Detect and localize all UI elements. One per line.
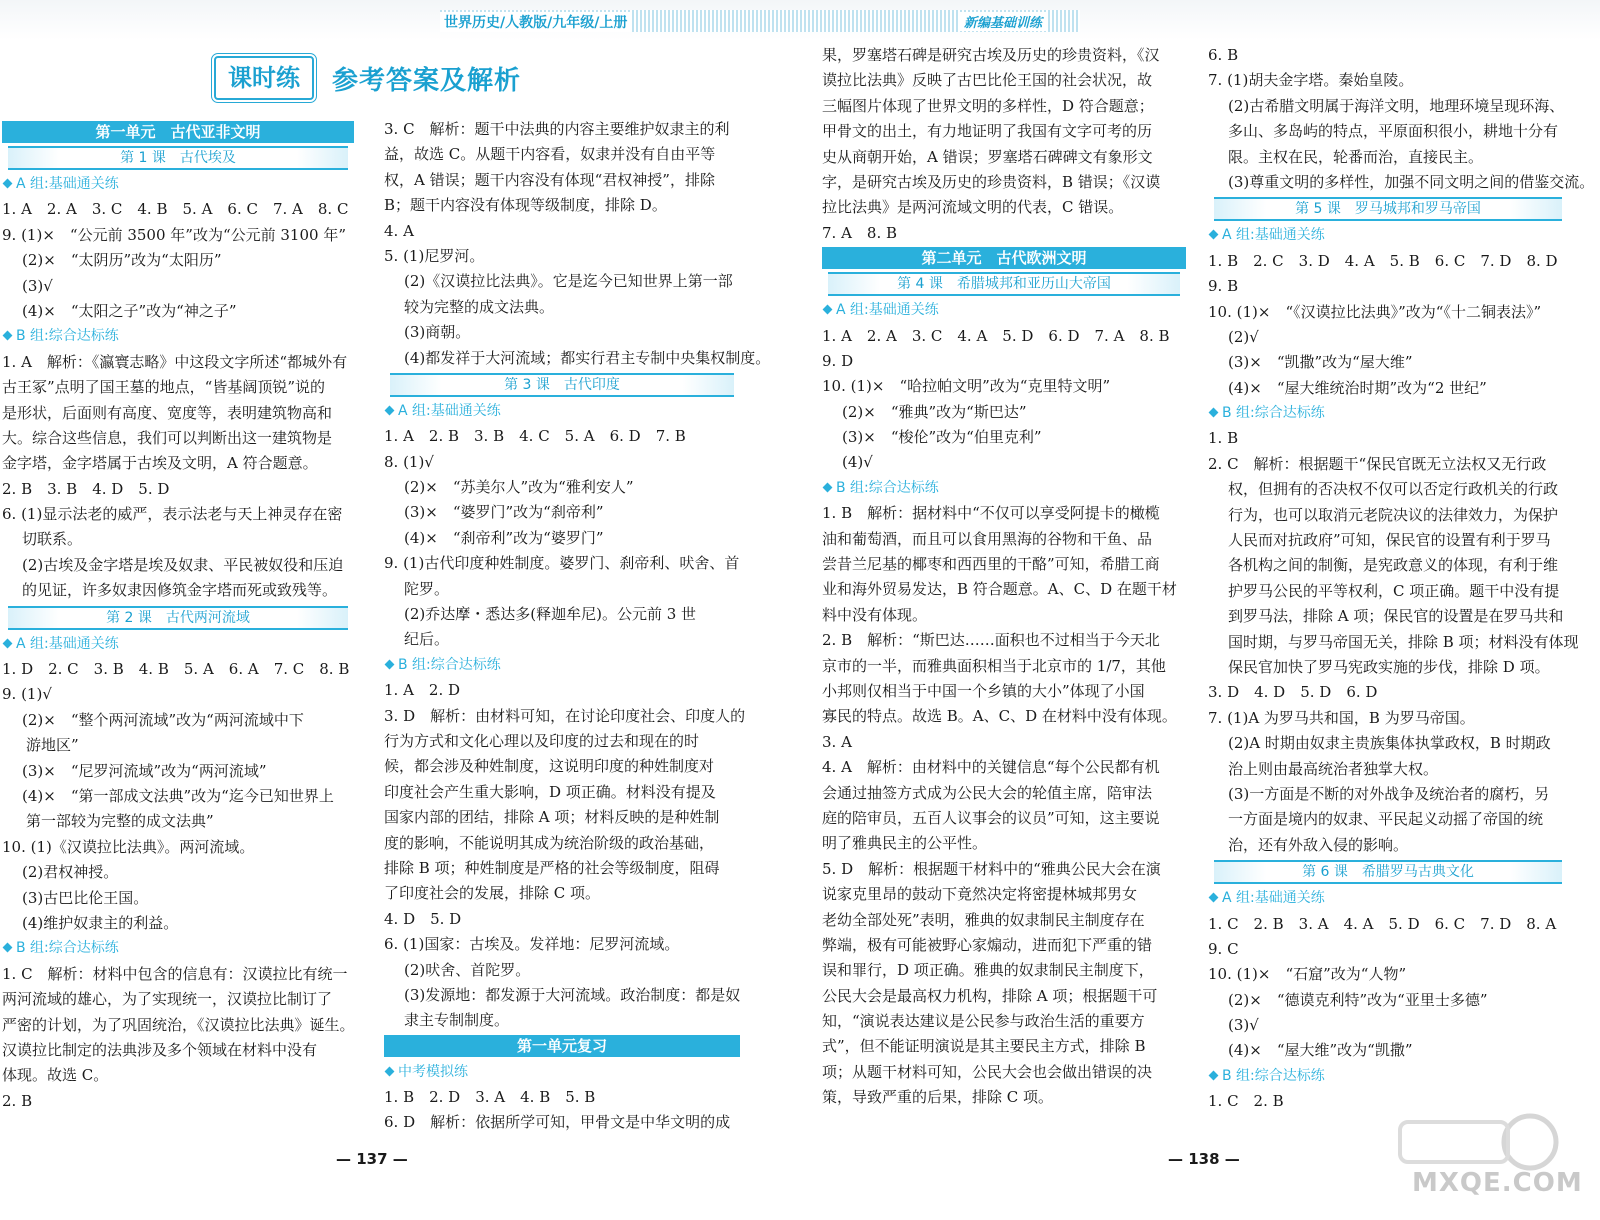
diamond-icon — [3, 331, 13, 341]
answer-line: 2. B — [2, 1091, 33, 1110]
group-label — [384, 653, 740, 678]
diamond-icon — [1209, 230, 1219, 240]
answer-line: 保民官加快了罗马宪政实施的步伐，排除 D 项。 — [1228, 657, 1550, 676]
group-label — [1208, 1064, 1568, 1089]
answer-line: 6. D 解析：依据所学可知，甲骨文是中华文明的成 — [384, 1113, 731, 1132]
answer-line: (4)× “太阳之子”改为“神之子” — [22, 301, 237, 320]
answer-line: 误和罪行，D 项正确。雅典的奴隶制民主制度下， — [822, 961, 1154, 980]
answer-line: (3)一方面是不断的对外战争及统治者的腐朽，另 — [1228, 784, 1550, 803]
group-label-text: A 组:基础通关练 — [16, 635, 119, 652]
answer-line: 6. (1)显示法老的威严，表示法老与天上神灵存在密 — [2, 505, 343, 524]
answer-line: 大。综合这些信息，我们可以判断出这一建筑物是 — [2, 428, 333, 447]
diamond-icon — [3, 943, 13, 953]
answer-line: 印度社会产生重大影响，D 项正确。材料没有提及 — [384, 782, 716, 801]
group-label — [1208, 886, 1568, 911]
answer-line: 9. (1)古代印度种姓制度。婆罗门、刹帝利、吠舍、首 — [384, 554, 740, 573]
answer-line: 1. C 2. B 3. A 4. A 5. D 6. C 7. D 8. A — [1208, 914, 1557, 933]
answer-line: 4. A — [384, 221, 414, 240]
answer-line: 的见证，许多奴隶因修筑金字塔而死或致残等。 — [22, 581, 338, 600]
answer-line: 1. A 2. A 3. C 4. A 5. D 6. D 7. A 8. B — [822, 326, 1170, 345]
lesson-heading: 第 1 课 古代埃及 — [8, 146, 348, 170]
answer-line: 9. C — [1208, 939, 1239, 958]
answer-line: (3)√ — [22, 276, 53, 295]
answer-line: 3. A — [822, 732, 852, 751]
answer-line: 一方面是境内的奴隶、平民起义动摇了帝国的统 — [1228, 810, 1544, 829]
answer-line: 策，导致严重的后果，排除 C 项。 — [822, 1088, 1054, 1107]
lesson-heading: 第 5 课 罗马城邦和罗马帝国 — [1214, 197, 1562, 221]
answer-line: 行为方式和文化心理以及印度的过去和现在的时 — [384, 731, 700, 750]
group-label-text: B 组:综合达标练 — [16, 328, 119, 345]
answer-line: B；题干内容没有体现等级制度，排除 D。 — [384, 196, 667, 215]
answer-line: 尝昔兰尼基的椰枣和西西里的干酪”可知，希腊工商 — [822, 555, 1160, 574]
answer-line: (3)× “梭伦”改为“伯里克利” — [842, 428, 1042, 447]
answer-line: 排除 B 项；种姓制度是严格的社会等级制度，阻碍 — [384, 858, 720, 877]
answer-line: 公民大会是最高权力机构，排除 A 项；根据题干可 — [822, 986, 1158, 1005]
answer-line: (4)都发祥于大河流域；都实行君主专制中央集权制度。 — [404, 348, 771, 367]
group-label-text: A 组:基础通关练 — [1222, 227, 1325, 244]
answer-line: 果，罗塞塔石碑是研究古埃及历史的珍贵资料，《汉 — [822, 46, 1160, 64]
answer-line: 是形状，后面则有高度、宽度等，表明建筑物高和 — [2, 403, 333, 422]
answer-line: (4)√ — [842, 453, 873, 472]
group-label-text: A 组:基础通关练 — [1222, 890, 1325, 907]
answer-line: 10. (1)《汉谟拉比法典》。两河流域。 — [2, 837, 255, 856]
answer-line: (2)× “德谟克利特”改为“亚里士多德” — [1228, 990, 1488, 1009]
answer-line: 了印度社会的发展，排除 C 项。 — [384, 884, 601, 903]
group-label — [822, 476, 1186, 501]
answer-line: 1. C 2. B — [1208, 1092, 1284, 1111]
answer-line: 各机构之间的制衡，是宪政意义的体现，有利于维 — [1228, 556, 1559, 575]
lesson-heading: 第 6 课 希腊罗马古典文化 — [1214, 860, 1562, 884]
answer-line: 3. C 解析：题干中法典的内容主要维护奴隶主的利 — [384, 120, 730, 138]
answer-line: (2)× “整个两河流域”改为“两河流域中下 — [22, 710, 304, 729]
group-label-text: A 组:基础通关练 — [836, 302, 939, 319]
answer-line: 5. D 解析：根据题干材料中的“雅典公民大会在演 — [822, 859, 1161, 878]
answer-line: (4)× “刹帝利”改为“婆罗门” — [404, 528, 604, 547]
answer-line: 3. D 解析：由材料可知，在讨论印度社会、印度人的 — [384, 706, 746, 725]
answer-line: (2)A 时期由奴隶主贵族集体执掌政权，B 时期政 — [1228, 734, 1551, 753]
answer-line: 5. (1)尼罗河。 — [384, 246, 485, 265]
diamond-icon — [3, 638, 13, 648]
unit-heading: 第一单元 古代亚非文明 — [2, 121, 354, 143]
column-3 — [822, 43, 1186, 1111]
answer-line: 游地区” — [26, 736, 79, 755]
answer-line: 限。主权在民，轮番而治，直接民主。 — [1228, 147, 1484, 166]
answer-line: (3)√ — [1228, 1016, 1259, 1035]
lesson-heading: 第 2 课 古代两河流域 — [8, 606, 348, 630]
answer-line: (3)商朝。 — [404, 323, 471, 342]
answer-line: (2)《汉谟拉比法典》。它是迄今已知世界上第一部 — [404, 272, 733, 291]
diamond-icon — [385, 659, 395, 669]
answer-line: 1. B 解析：据材料中“不仅可以享受阿提卡的橄榄 — [822, 504, 1160, 523]
group-label — [822, 298, 1186, 323]
answer-line: 料中没有体现。 — [822, 605, 928, 624]
answer-line: 6. (1)国家：古埃及。发祥地：尼罗河流域。 — [384, 935, 680, 954]
answer-line: 严密的计划，为了巩固统治，《汉谟拉比法典》诞生。 — [2, 1015, 355, 1034]
column-2 — [384, 117, 771, 1136]
answer-line: 多山、多岛屿的特点，平原面积很小，耕地十分有 — [1228, 122, 1559, 141]
page-number-right: — 138 — — [1168, 1150, 1240, 1168]
answer-line: (2)× “太阴历”改为“太阳历” — [22, 251, 222, 270]
answer-line: 较为完整的成文法典。 — [404, 297, 555, 316]
group-label — [384, 1060, 740, 1085]
answer-line: 1. B 2. C 3. D 4. A 5. B 6. C 7. D 8. D — [1208, 251, 1558, 270]
group-label — [1208, 223, 1568, 248]
group-label-text: B 组:综合达标练 — [16, 940, 119, 957]
answer-line: 权，A 错误；题干内容没有体现“君权神授”，排除 — [384, 170, 715, 189]
answer-line: 行为，也可以取消元老院决议的法律效力，为保护 — [1228, 505, 1559, 524]
diamond-icon — [1209, 893, 1219, 903]
answer-line: 拉比法典》是两河流域文明的代表，C 错误。 — [822, 198, 1124, 217]
answer-line: 9. (1)× “公元前 3500 年”改为“公元前 3100 年” — [2, 225, 346, 244]
page-number-left: — 137 — — [336, 1150, 408, 1168]
answer-line: 9. (1)√ — [2, 685, 52, 704]
answer-line: 7. (1)胡夫金字塔。秦始皇陵。 — [1208, 71, 1414, 90]
group-label — [1208, 401, 1568, 426]
answer-line: 人民而对抗政府”可知，保民官的设置有利于罗马 — [1228, 531, 1551, 550]
answer-line: 弊端，极有可能被野心家煽动，进而犯下严重的错 — [822, 935, 1153, 954]
answer-line: 明了雅典民主的公平性。 — [822, 834, 988, 853]
diamond-icon — [385, 1066, 395, 1076]
answer-line: 纪后。 — [404, 630, 450, 649]
answer-line: 庭的陪审员，五百人议事会的议员”可知，这主要说 — [822, 808, 1160, 827]
answer-line: 2. B 解析：“斯巴达……面积也不过相当于今天北 — [822, 631, 1160, 650]
answer-line: (3)发源地：都发源于大河流域。政治制度：都是奴 — [404, 985, 741, 1004]
answer-line: 4. A 解析：由材料中的关键信息“每个公民都有机 — [822, 758, 1160, 777]
watermark-text: MXQE.COM — [1412, 1168, 1583, 1198]
answer-line: 油和葡萄酒，而且可以食用黑海的谷物和干鱼、品 — [822, 529, 1153, 548]
answer-line: (3)× “婆罗门”改为“刹帝利” — [404, 503, 604, 522]
answer-line: (2)× “雅典”改为“斯巴达” — [842, 402, 1027, 421]
answer-line: 京市的一半，而雅典面积相当于北京市的 1/7，其他 — [822, 656, 1166, 675]
header-series: 新编基础训练 — [960, 12, 1046, 31]
group-label-text: A 组:基础通关练 — [16, 176, 119, 192]
answer-line: 小邦则仅相当于中国一个乡镇的大小”体现了小国 — [822, 681, 1145, 700]
answer-line: (2)× “苏美尔人”改为“雅利安人” — [404, 478, 634, 497]
answer-line: 2. C 解析：根据题干“保民官既无立法权又无行政 — [1208, 454, 1547, 473]
group-label-text: B 组:综合达标练 — [836, 479, 939, 496]
answer-line: 8. (1)√ — [384, 452, 434, 471]
answer-line: 史从商朝开始，A 错误；罗塞塔石碑碑文有象形文 — [822, 147, 1153, 166]
answer-line: 业和海外贸易发达，B 符合题意。A、C、D 在题干材 — [822, 580, 1177, 599]
group-label-text: A 组:基础通关练 — [398, 402, 501, 419]
answer-line: (3)古巴比伦王国。 — [22, 888, 149, 907]
answer-line: 治上则由最高统治者独掌大权。 — [1228, 759, 1439, 778]
answer-line: 10. (1)× “石窟”改为“人物” — [1208, 965, 1407, 984]
answer-line: (3)× “尼罗河流域”改为“两河流域” — [22, 761, 267, 780]
answer-line: (4)× “屋大维”改为“凯撒” — [1228, 1041, 1413, 1060]
answer-line: 国时期，与罗马帝国无关，排除 B 项；材料没有体现 — [1228, 632, 1579, 651]
answer-line: 金字塔，金字塔属于古埃及文明，A 符合题意。 — [2, 454, 318, 473]
answer-line: 候，都会涉及种姓制度，这说明印度的种姓制度对 — [384, 757, 715, 776]
answer-line: (4)× “第一部成文法典”改为“迄今已知世界上 — [22, 786, 334, 805]
answer-line: (2)乔达摩・悉达多(释迦牟尼)。公元前 3 世 — [404, 605, 697, 624]
lesson-heading: 第 3 课 古代印度 — [390, 373, 734, 397]
group-label — [2, 936, 354, 961]
group-label — [2, 324, 354, 349]
answer-line: 到罗马法，排除 A 项；保民官的设置是在罗马共和 — [1228, 607, 1564, 626]
answer-line: 10. (1)× “《汉谟拉比法典》”改为“《十二铜表法》” — [1208, 302, 1542, 321]
answer-line: 甲骨文的出土，有力地证明了我国有文字可考的历 — [822, 122, 1153, 141]
answer-line: 第一部较为完整的成文法典” — [26, 812, 214, 831]
group-label-text: B 组:综合达标练 — [1222, 1067, 1325, 1084]
answer-line: 治，还有外敌入侵的影响。 — [1228, 835, 1409, 854]
answer-line: 汉谟拉比制定的法典涉及多个领域在材料中没有 — [2, 1040, 318, 1059]
answer-line: (2)√ — [1228, 327, 1259, 346]
answer-line: 老幼全部处死”表明，雅典的奴隶制民主制度存在 — [822, 910, 1145, 929]
diamond-icon — [3, 179, 13, 189]
answer-line: 1. A 解析：《瀛寰志略》中这段文字所述“都城外有 — [2, 352, 348, 371]
group-label-text: B 组:综合达标练 — [398, 656, 501, 673]
diamond-icon — [385, 405, 395, 415]
answer-line: 3. D 4. D 5. D 6. D — [1208, 683, 1378, 702]
answer-line: 1. B 2. D 3. A 4. B 5. B — [384, 1088, 596, 1107]
group-label — [2, 172, 354, 197]
answer-line: 字，是研究古埃及历史的珍贵资料，B 错误；《汉谟 — [822, 172, 1161, 191]
answer-line: 三幅图片体现了世界文明的多样性，D 符合题意； — [822, 96, 1154, 115]
answer-line: 知，“演说表达建议是公民参与政治生活的重要方 — [822, 1012, 1145, 1031]
lesson-heading: 第 4 课 希腊城邦和亚历山大帝国 — [828, 272, 1180, 296]
answer-line: 1. B — [1208, 429, 1239, 448]
answer-line: 谟拉比法典》反映了古巴比伦王国的社会状况，故 — [822, 71, 1153, 90]
column-1 — [2, 120, 354, 1114]
group-label — [384, 399, 740, 424]
answer-line: 1. D 2. C 3. B 4. B 5. A 6. A 7. C 8. B — [2, 660, 350, 679]
diamond-icon — [1209, 1070, 1219, 1080]
group-label-text: B 组:综合达标练 — [1222, 405, 1325, 422]
answer-line: 7. (1)A 为罗马共和国，B 为罗马帝国。 — [1208, 708, 1475, 727]
answer-line: 益，故选 C。从题干内容看，奴隶并没有自由平等 — [384, 145, 716, 164]
answer-line: 9. B — [1208, 277, 1239, 296]
answer-line: (4)维护奴隶主的利益。 — [22, 913, 179, 932]
title-box: 课时练 — [214, 56, 314, 100]
answer-line: 国家内部的团结，排除 A 项；材料反映的是种姓制 — [384, 808, 720, 827]
answer-line: 1. A 2. A 3. C 4. B 5. A 6. C 7. A 8. C — [2, 200, 349, 219]
diamond-icon — [823, 305, 833, 315]
answer-line: 10. (1)× “哈拉帕文明”改为“克里特文明” — [822, 377, 1111, 396]
answer-line: 式”，但不能证明演说是其主要民主方式，排除 B — [822, 1037, 1146, 1056]
answer-line: 权，但拥有的否决权不仅可以否定行政机关的行政 — [1228, 480, 1559, 499]
answer-line: 隶主专制制度。 — [404, 1011, 510, 1030]
answer-line: 6. B — [1208, 46, 1239, 64]
answer-line: 切联系。 — [22, 530, 83, 549]
answer-line: 度的影响，不能说明其成为统治阶级的政治基础， — [384, 833, 715, 852]
group-label-text: 中考模拟练 — [398, 1063, 468, 1080]
answer-line: 1. C 解析：材料中包含的信息有：汉谟拉比有统一 — [2, 964, 348, 983]
answer-line: 1. A 2. B 3. B 4. C 5. A 6. D 7. B — [384, 427, 686, 446]
diamond-icon — [823, 482, 833, 492]
answer-line: (2)古埃及金字塔是埃及奴隶、平民被奴役和压迫 — [22, 555, 344, 574]
answer-line: 项；从题干材料可知，公民大会也会做出错误的决 — [822, 1062, 1153, 1081]
answer-line: 2. B 3. B 4. D 5. D — [2, 479, 170, 498]
answer-line: 说家克里昂的鼓动下竟然决定将密提林城邦男女 — [822, 885, 1138, 904]
header-book-info: 世界历史/人教版/九年级/上册 — [440, 12, 631, 32]
diamond-icon — [1209, 408, 1219, 418]
page-title: 参考答案及解析 — [332, 66, 522, 96]
answer-line: 体现。故选 C。 — [2, 1066, 109, 1085]
answer-line: (2)君权神授。 — [22, 863, 119, 882]
answer-line: 7. A 8. B — [822, 223, 898, 242]
column-4 — [1208, 43, 1595, 1115]
answer-line: (4)× “屋大维统治时期”改为“2 世纪” — [1228, 378, 1487, 397]
answer-line: 9. D — [822, 351, 854, 370]
unit-heading: 第二单元 古代欧洲文明 — [822, 247, 1186, 269]
answer-line: 4. D 5. D — [384, 909, 462, 928]
answer-line: 1. A 2. D — [384, 681, 461, 700]
answer-line: (3)× “凯撒”改为“屋大维” — [1228, 353, 1413, 372]
answer-line: (3)尊重文明的多样性，加强不同文明之间的借鉴交流。 — [1228, 172, 1595, 191]
answer-line: (2)吠舍、首陀罗。 — [404, 960, 531, 979]
answer-line: 陀罗。 — [404, 579, 450, 598]
answer-line: 寡民的特点。故选 B。A、C、D 在材料中没有体现。 — [822, 707, 1177, 726]
answer-line: 护罗马公民的平等权利，C 项正确。题干中没有提 — [1228, 581, 1560, 600]
answer-line: 两河流域的雄心，为了实现统一，汉谟拉比制订了 — [2, 990, 333, 1009]
answer-line: (2)古希腊文明属于海洋文明，地理环境呈现环海、 — [1228, 96, 1565, 115]
answer-line: 古王冢”点明了国王墓的地点，“皆基阔顶锐”说的 — [2, 378, 326, 397]
group-label — [2, 632, 354, 657]
answer-line: 会通过抽签方式成为公民大会的轮值主席，陪审法 — [822, 783, 1153, 802]
unit-heading: 第一单元复习 — [384, 1035, 740, 1057]
